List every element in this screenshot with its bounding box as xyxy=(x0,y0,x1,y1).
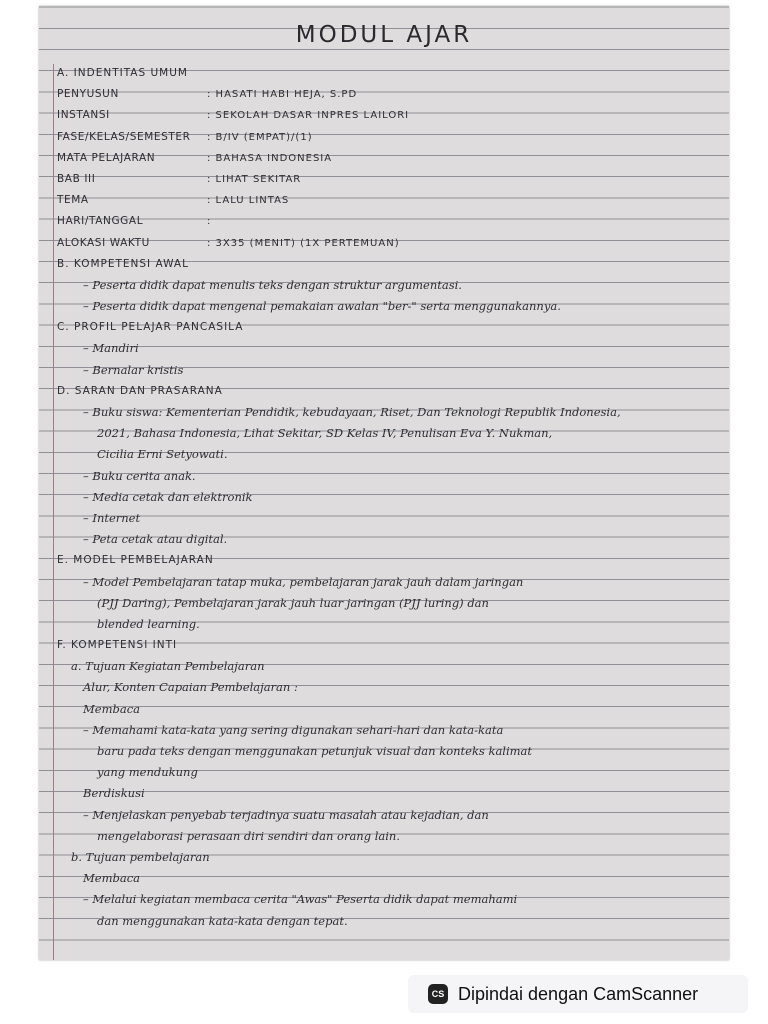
subheading-tujuan-pembelajaran: b. Tujuan pembelajaran xyxy=(71,849,210,864)
section-heading-kompetensi-inti: F. KOMPETENSI INTI xyxy=(57,639,178,652)
field-value: : BAHASA INDONESIA xyxy=(207,152,333,164)
list-item: – Model Pembelajaran tatap muka, pembelajaran jarak jauh dalam jaringan xyxy=(83,574,524,589)
field-row-mapel xyxy=(39,148,729,169)
list-item-continuation: blended learning. xyxy=(97,616,200,631)
field-row-alokasi xyxy=(39,233,729,254)
list-item-text: Peta cetak atau digital. xyxy=(92,532,228,547)
list-item-text: Peserta didik dapat menulis teks dengan struktur argumentasi. xyxy=(92,277,462,292)
field-label: FASE/KELAS/SEMESTER xyxy=(57,130,191,143)
list-item-text: Buku siswa: Kementerian Pendidik, kebudayaan, Riset, Dan Teknologi Republik Indonesia, xyxy=(92,405,621,419)
section-heading-identitas: A. INDENTITAS UMUM xyxy=(57,67,188,79)
berdiskusi-label: Berdiskusi xyxy=(83,786,145,801)
list-item-continuation: baru pada teks dengan menggunakan petunjuk visual dan konteks kalimat xyxy=(97,744,533,758)
subheading-tujuan-kegiatan: a. Tujuan Kegiatan Pembelajaran xyxy=(71,659,265,674)
field-value: : SEKOLAH DASAR INPRES LAILORI xyxy=(207,110,410,122)
list-item-text: Mandiri xyxy=(92,341,139,356)
camscanner-watermark xyxy=(408,975,748,1013)
list-item: – Peserta didik dapat mengenal pemakaian awalan "ber-" serta menggunakannya. xyxy=(83,299,561,314)
field-row-tema xyxy=(39,190,729,211)
list-item: – Media cetak dan elektronik xyxy=(83,489,253,504)
list-item-continuation: (PJJ Daring), Pembelajaran jarak jauh luar jaringan (PJJ luring) dan xyxy=(97,595,489,610)
membaca-label: Membaca xyxy=(83,701,141,716)
list-item-text: Melalui kegiatan membaca cerita "Awas" Peserta didik dapat memahami xyxy=(92,892,518,907)
list-item: – Internet xyxy=(83,510,141,525)
field-row-penyusun xyxy=(39,84,729,105)
field-value: : LALU LINTAS xyxy=(207,195,290,207)
section-heading-kompetensi-awal: B. KOMPETENSI AWAL xyxy=(57,257,189,270)
list-item-text: Internet xyxy=(92,510,141,525)
field-label: TEMA xyxy=(57,194,89,207)
list-item-text: Peserta didik dapat mengenal pemakaian awalan "ber-" serta menggunakannya. xyxy=(92,299,561,314)
field-label: INSTANSI xyxy=(57,109,110,122)
field-value: : LIHAT SEKITAR xyxy=(207,173,302,185)
document-body xyxy=(39,63,729,932)
list-item-continuation: mengelaborasi perasaan diri sendiri dan orang lain. xyxy=(97,828,400,843)
field-value: : xyxy=(207,216,212,228)
membaca-label: Membaca xyxy=(83,871,141,886)
list-item: – Menjelaskan penyebab terjadinya suatu masalah atau kejadian, dan xyxy=(83,807,489,822)
list-item-continuation: yang mendukung xyxy=(97,765,198,780)
field-label: HARI/TANGGAL xyxy=(57,215,144,228)
section-heading-profil: C. PROFIL PELAJAR PANCASILA xyxy=(57,321,244,334)
list-item: – Peserta didik dapat menulis teks dengan struktur argumentasi. xyxy=(83,277,462,292)
field-value: : 3X35 (MENIT) (1X PERTEMUAN) xyxy=(207,237,400,249)
list-item: – Peta cetak atau digital. xyxy=(83,532,228,547)
alur-label: Alur, Konten Capaian Pembelajaran : xyxy=(83,680,298,695)
camscanner-logo-icon: CS xyxy=(428,984,448,1004)
list-item-text: Menjelaskan penyebab terjadinya suatu masalah atau kejadian, dan xyxy=(92,807,489,822)
list-item-text: Buku cerita anak. xyxy=(92,468,196,483)
list-item-continuation: Cicilia Erni Setyowati. xyxy=(97,447,228,462)
list-item-text: Media cetak dan elektronik xyxy=(92,489,253,504)
field-label: MATA PELAJARAN xyxy=(57,151,156,164)
field-label: BAB III xyxy=(57,172,96,185)
list-item-continuation: dan menggunakan kata-kata dengan tepat. xyxy=(97,913,348,928)
section-heading-sarana: D. SARAN DAN PRASARANA xyxy=(57,384,223,397)
field-value: : B/IV (EMPAT)/(1) xyxy=(207,131,313,143)
field-label: ALOKASI WAKTU xyxy=(57,236,150,249)
field-row-fase xyxy=(39,127,729,148)
list-item-text: Bernalar kristis xyxy=(92,362,184,377)
list-item: – Melalui kegiatan membaca cerita "Awas" Peserta didik dapat memahami xyxy=(83,892,518,907)
list-item: – Mandiri xyxy=(83,341,139,356)
list-item-text: Model Pembelajaran tatap muka, pembelajaran jarak jauh dalam jaringan xyxy=(92,574,524,589)
list-item: – Memahami kata-kata yang sering digunakan sehari-hari dan kata-kata xyxy=(83,722,504,737)
field-row-instansi xyxy=(39,105,729,126)
scanned-paper xyxy=(39,6,729,960)
field-label: PENYUSUN xyxy=(57,88,119,101)
list-item: – Buku cerita anak. xyxy=(83,468,196,483)
field-value: : HASATI HABI HEJA, S.PD xyxy=(207,89,358,101)
list-item: – Buku siswa: Kementerian Pendidik, kebudayaan, Riset, Dan Teknologi Republik Indonesia, xyxy=(83,405,621,419)
field-row-bab xyxy=(39,169,729,190)
section-heading-model: E. MODEL PEMBELAJARAN xyxy=(57,554,214,567)
list-item-text: Memahami kata-kata yang sering digunakan sehari-hari dan kata-kata xyxy=(92,722,504,737)
list-item-continuation: 2021, Bahasa Indonesia, Lihat Sekitar, SD Kelas IV, Penulisan Eva Y. Nukman, xyxy=(97,426,553,441)
field-row-hari xyxy=(39,211,729,232)
list-item: – Bernalar kristis xyxy=(83,362,184,377)
watermark-text: Dipindai dengan CamScanner xyxy=(458,983,699,1004)
page-title: MODUL AJAR xyxy=(295,22,473,48)
